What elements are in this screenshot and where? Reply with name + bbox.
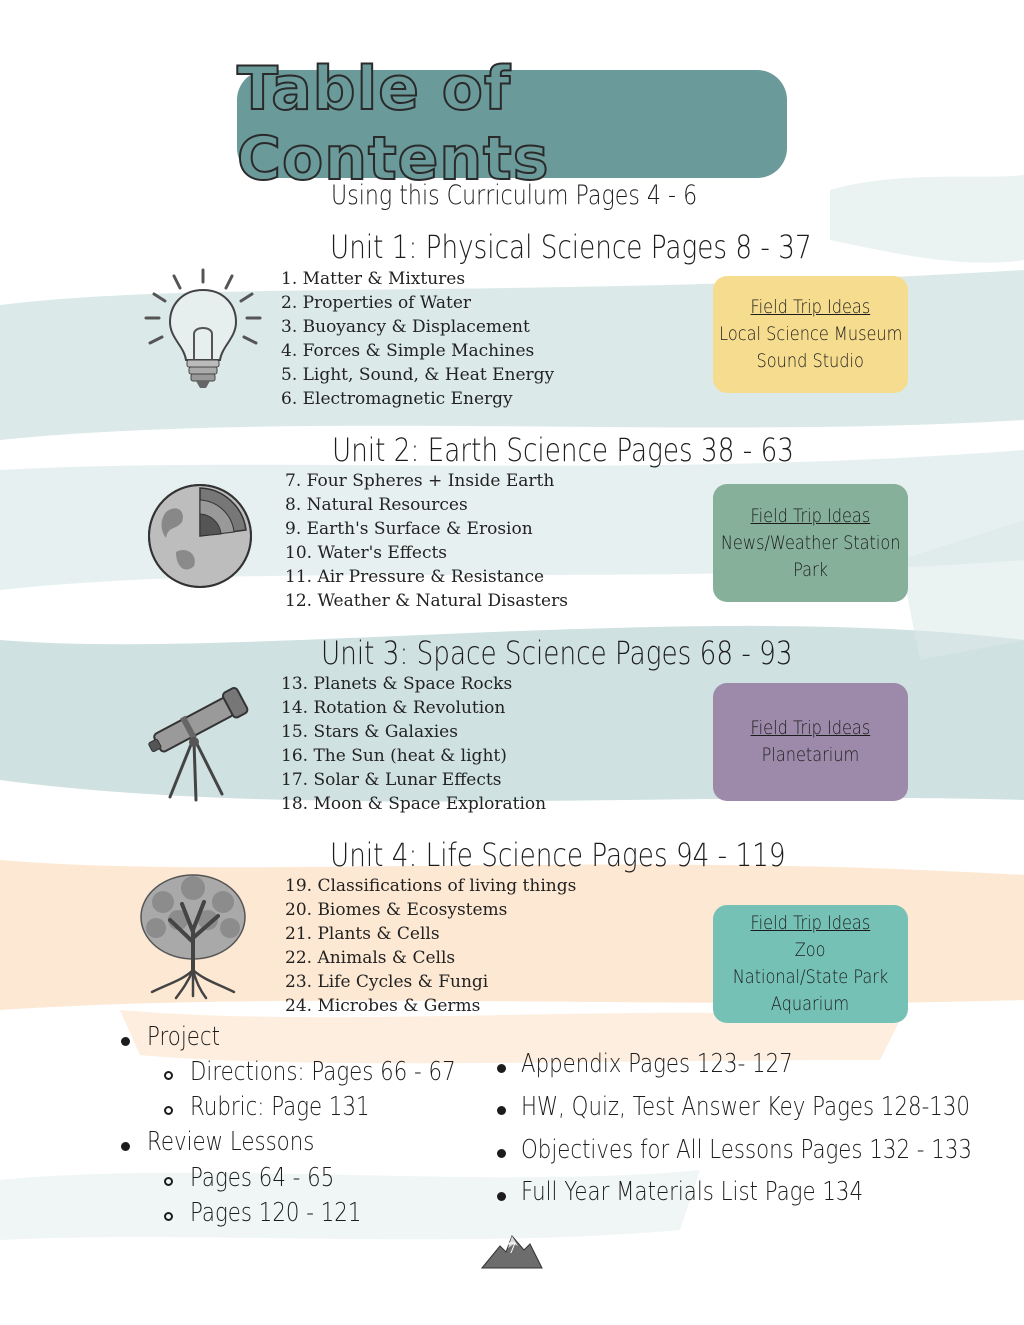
field-trip-item: Planetarium <box>761 744 860 766</box>
project-item: Project <box>147 1022 220 1052</box>
unit-3-field-trip-box <box>713 683 908 801</box>
list-item: 16. The Sun (heat & light) <box>281 746 507 766</box>
field-trip-item: Park <box>793 558 828 581</box>
unit-4-lesson-list <box>285 874 576 1018</box>
curriculum-usage-line: Using this Curriculum Pages 4 - 6 <box>331 180 698 211</box>
field-trip-title: Field Trip Ideas <box>750 504 871 527</box>
unit-2-heading: Unit 2: Earth Science Pages 38 - 63 <box>332 431 794 469</box>
field-trip-title: Field Trip Ideas <box>750 912 871 934</box>
list-item: 6. Electromagnetic Energy <box>281 389 513 409</box>
project-rubric-item: Rubric: Page 131 <box>190 1092 370 1122</box>
tree-icon <box>138 872 248 1000</box>
field-trip-item: Local Science Museum <box>718 323 903 345</box>
sub-bullet <box>164 1106 173 1115</box>
telescope-icon <box>144 672 254 802</box>
lightbulb-icon <box>144 268 262 393</box>
sub-bullet <box>164 1177 173 1186</box>
earth-cross-section-icon <box>146 482 254 590</box>
bullet <box>121 1037 130 1046</box>
list-item: 22. Animals & Cells <box>285 948 456 968</box>
unit-2-lesson-list <box>285 469 568 613</box>
list-item: 1. Matter & Mixtures <box>281 269 466 289</box>
list-item: 20. Biomes & Ecosystems <box>285 900 508 920</box>
unit-1-lesson-list <box>281 267 554 411</box>
field-trip-item: Sound Studio <box>756 350 865 372</box>
list-item: 3. Buoyancy & Displacement <box>281 317 530 337</box>
list-item: 13. Planets & Space Rocks <box>281 674 513 694</box>
list-item: 9. Earth's Surface & Erosion <box>285 519 533 539</box>
field-trip-item: Aquarium <box>771 993 850 1015</box>
review-pages-item: Pages 120 - 121 <box>190 1198 362 1228</box>
list-item: 2. Properties of Water <box>281 293 472 313</box>
list-item: 11. Air Pressure & Resistance <box>285 567 545 587</box>
bullet <box>497 1106 506 1115</box>
objectives-item: Objectives for All Lessons Pages 132 - 133 <box>521 1135 972 1165</box>
list-item: 8. Natural Resources <box>285 495 468 515</box>
list-item: 24. Microbes & Germs <box>285 996 481 1016</box>
materials-list-item: Full Year Materials List Page 134 <box>521 1177 864 1207</box>
field-trip-item: Zoo <box>795 939 826 961</box>
appendix-item: Appendix Pages 123- 127 <box>521 1049 793 1079</box>
project-directions-item: Directions: Pages 66 - 67 <box>190 1057 456 1087</box>
list-item: 4. Forces & Simple Machines <box>281 341 535 361</box>
bullet <box>497 1192 506 1201</box>
field-trip-item: National/State Park <box>732 966 889 988</box>
unit-4-heading: Unit 4: Life Science Pages 94 - 119 <box>330 836 786 874</box>
sub-bullet <box>164 1212 173 1221</box>
field-trip-title: Field Trip Ideas <box>750 296 871 318</box>
unit-3-heading: Unit 3: Space Science Pages 68 - 93 <box>321 634 793 672</box>
unit-1-field-trip-box <box>713 276 908 393</box>
list-item: 23. Life Cycles & Fungi <box>285 972 489 992</box>
list-item: 18. Moon & Space Exploration <box>281 794 547 814</box>
page-number: 7 <box>507 1241 517 1257</box>
title-banner <box>237 54 787 194</box>
answer-key-item: HW, Quiz, Test Answer Key Pages 128-130 <box>521 1092 970 1122</box>
sub-bullet <box>164 1071 173 1080</box>
page-title: Table of Contents <box>237 54 550 194</box>
list-item: 5. Light, Sound, & Heat Energy <box>281 365 555 385</box>
unit-3-lesson-list <box>281 672 546 816</box>
list-item: 7. Four Spheres + Inside Earth <box>285 471 555 491</box>
bullet <box>497 1064 506 1073</box>
review-pages-item: Pages 64 - 65 <box>190 1163 335 1193</box>
list-item: 15. Stars & Galaxies <box>281 722 458 742</box>
bullet <box>497 1149 506 1158</box>
unit-1-heading: Unit 1: Physical Science Pages 8 - 37 <box>330 228 812 266</box>
list-item: 19. Classifications of living things <box>285 876 577 896</box>
list-item: 12. Weather & Natural Disasters <box>285 591 568 611</box>
list-item: 10. Water's Effects <box>285 543 448 563</box>
list-item: 14. Rotation & Revolution <box>281 698 506 718</box>
unit-2-field-trip-box <box>713 484 908 602</box>
list-item: 17. Solar & Lunar Effects <box>281 770 502 790</box>
field-trip-title: Field Trip Ideas <box>750 717 871 739</box>
review-lessons-item: Review Lessons <box>147 1127 315 1157</box>
field-trip-item: News/Weather Station <box>720 531 901 554</box>
list-item: 21. Plants & Cells <box>285 924 440 944</box>
unit-4-field-trip-box <box>713 905 908 1023</box>
bullet <box>121 1142 130 1151</box>
